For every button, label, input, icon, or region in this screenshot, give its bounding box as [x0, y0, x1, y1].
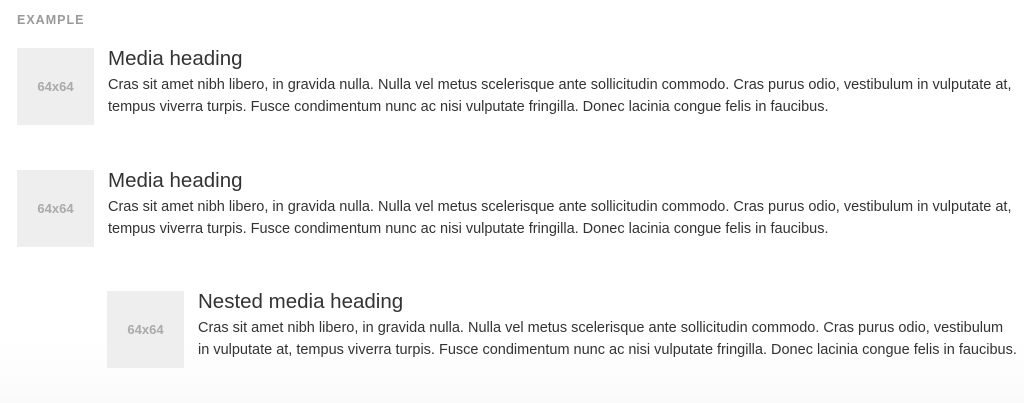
thumbnail-placeholder-image: 64x64: [17, 170, 94, 247]
media-text: Cras sit amet nibh libero, in gravida nulla. Nulla vel metus scelerisque ante sollicitudin commodo. Cras purus odio, vestibulum in vulputate at, tempus viverra turpis. Fusce condimentum nunc ac nisi vulputate fringilla. Donec lacinia congue felis in faucibus.: [108, 199, 1012, 237]
media-heading: Media heading: [108, 47, 243, 70]
nested-media-heading: Nested media heading: [198, 290, 404, 313]
media-object: [17, 46, 1017, 125]
media-object: [17, 168, 1017, 247]
media-heading: Media heading: [108, 169, 243, 192]
media-body: [108, 46, 1017, 118]
thumbnail-placeholder-image: 64x64: [17, 48, 94, 125]
media-text: Cras sit amet nibh libero, in gravida nulla. Nulla vel metus scelerisque ante sollicitudin commodo. Cras purus odio, vestibulum in vulputate at, tempus viverra turpis. Fusce condimentum nunc ac nisi vulputate fringilla. Donec lacinia congue felis in faucibus.: [108, 77, 1012, 115]
media-body: [198, 289, 1017, 361]
media-text: Cras sit amet nibh libero, in gravida nulla. Nulla vel metus scelerisque ante sollicitudin commodo. Cras purus odio, vestibulum in vulputate at, tempus viverra turpis. Fusce condimentum nunc ac nisi vulputate fringilla. Donec lacinia congue felis in faucibus.: [198, 320, 1017, 358]
thumbnail-placeholder-image: 64x64: [107, 291, 184, 368]
nested-media-object: [107, 289, 1017, 368]
media-body: [108, 168, 1017, 240]
section-label: EXAMPLE: [17, 13, 85, 27]
